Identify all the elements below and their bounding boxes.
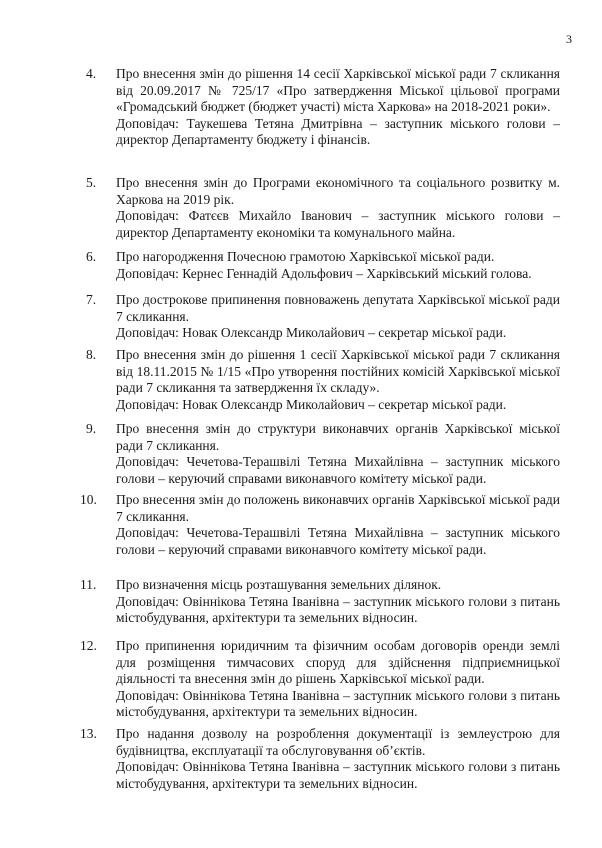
item-number: 5.: [86, 175, 97, 190]
item-number: 8.: [86, 347, 97, 362]
item-number: 11.: [80, 577, 97, 592]
item-speaker: Доповідач: Овіннікова Тетяна Іванівна – заступник міського голови з питань містобудування, архітектури та земельних відносин.: [116, 759, 560, 791]
item-title: Про внесення змін до рішення 1 сесії Харківської міської ради 7 скликання від 18.11.2015 № 1/15 «Про утворення постійних комісій Харківської міської ради 7 скликання та затвердження їх складу».: [116, 347, 560, 396]
item-number: 9.: [86, 421, 97, 436]
item-body: [116, 492, 560, 558]
item-number: 6.: [86, 249, 97, 264]
item-body: [116, 347, 560, 413]
item-speaker: Доповідач: Кернес Геннадій Адольфович – Харківський міський голова.: [116, 265, 532, 281]
item-speaker: Доповідач: Овіннікова Тетяна Іванівна – заступник міського голови з питань містобудування, архітектури та земельних відносин.: [116, 687, 560, 720]
item-body: [116, 66, 560, 149]
item-number: 12.: [80, 638, 97, 653]
page-number: 3: [566, 32, 572, 46]
item-speaker: Доповідач: Таукешева Тетяна Дмитрівна – заступник міського голови – директор Департаменту бюджету і фінансів.: [116, 115, 560, 148]
item-title: Про внесення змін до положень виконавчих органів Харківської міської ради 7 скликання.: [116, 492, 560, 524]
item-title: Про надання дозволу на розроблення документації із землеустрою для будівництва, експлуатації та обслуговування об’єктів.: [116, 726, 560, 758]
item-speaker: Доповідач: Овіннікова Тетяна Іванівна – заступник міського голови з питань містобудування, архітектури та земельних відносин.: [116, 593, 560, 626]
item-title: Про визначення місць розташування земельних ділянок.: [116, 577, 442, 592]
item-number: 7.: [86, 292, 97, 307]
item-speaker: Доповідач: Фатєєв Михайло Іванович – заступник міського голови – директор Департаменту економіки та комунального майна.: [116, 208, 560, 240]
item-title: Про внесення змін до структури виконавчих органів Харківської міської ради 7 скликання.: [116, 421, 560, 453]
item-title: Про дострокове припинення повноважень депутата Харківської міської ради 7 скликання.: [116, 292, 560, 324]
item-number: 4.: [86, 66, 97, 81]
item-number: 13.: [80, 726, 97, 741]
item-number: 10.: [80, 492, 97, 507]
item-body: [116, 292, 560, 342]
item-title: Про нагородження Почесною грамотою Харківської міської ради.: [116, 249, 495, 264]
item-speaker: Доповідач: Новак Олександр Миколайович – секретар міської ради.: [116, 325, 507, 341]
item-body: [116, 175, 560, 241]
item-speaker: Доповідач: Чечетова-Терашвілі Тетяна Михайлівна – заступник міського голови – керуючий справами виконавчого комітету міської ради.: [116, 525, 560, 557]
item-body: [116, 249, 560, 282]
item-body: [116, 638, 560, 721]
item-speaker: Доповідач: Чечетова-Терашвілі Тетяна Михайлівна – заступник міського голови – керуючий справами виконавчого комітету міської ради.: [116, 454, 560, 486]
item-title: Про припинення юридичним та фізичним особам договорів оренди землі для розміщення тимчасових споруд для здійснення підприємницької діяльності та внесення змін до рішень Харківської міської ради.: [116, 638, 560, 687]
item-body: [116, 421, 560, 487]
item-title: Про внесення змін до рішення 14 сесії Харківської міської ради 7 скликання від 20.09.2017 № 725/17 «Про затвердження Міської цільової програми «Громадський бюджет (бюджет участі) міста Харкова» на 2018-2021 роки».: [116, 66, 560, 115]
item-body: [116, 577, 560, 627]
item-body: [116, 726, 560, 792]
item-speaker: Доповідач: Новак Олександр Миколайович – секретар міської ради.: [116, 396, 507, 412]
item-title: Про внесення змін до Програми економічного та соціального розвитку м. Харкова на 2019 рік.: [116, 175, 560, 207]
